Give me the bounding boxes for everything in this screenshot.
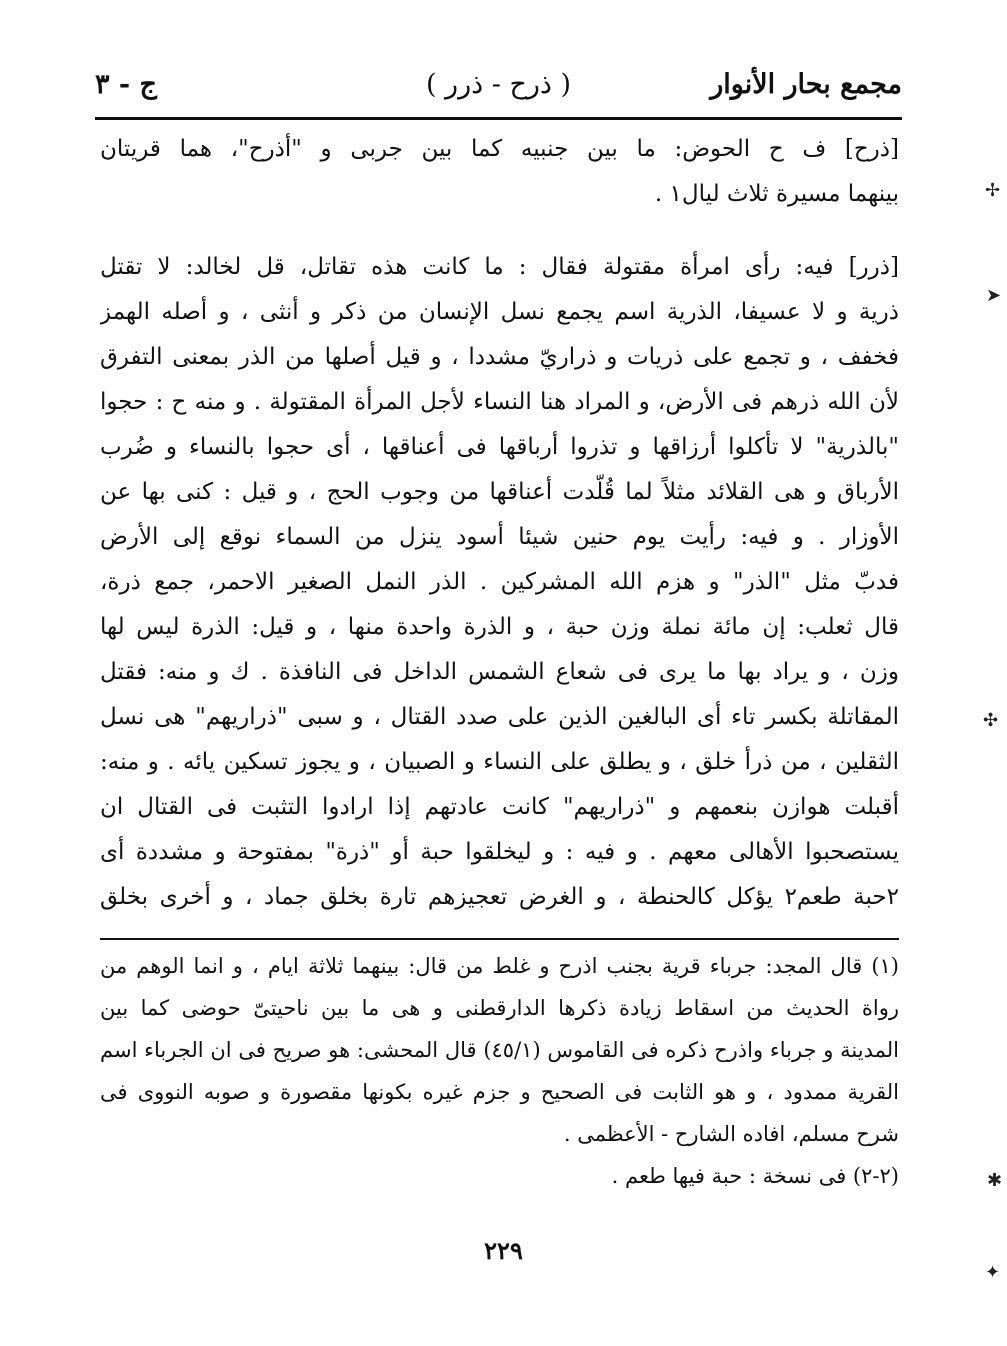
margin-mark-icon: ✦: [985, 1262, 1001, 1283]
footnote-line: القرية ممدود ، و هو الثابت فى الصحيح و جزم غيره بكونها مقصورة و صوبه النووى فى: [100, 1080, 899, 1104]
text-line: وزن ، و يراد بها ما يرى فى شعاع الشمس الداخل فى النافذة . ك و منه: فقتل: [100, 659, 899, 685]
footnote-line: رواة الحديث من اسقاط زيادة ذكرها الدارقطنى و هى ما بين ناحيتىّ حوضى كما بين: [100, 996, 899, 1020]
margin-mark-icon: ✣: [983, 710, 999, 731]
text-line: ٢حبة طعم٢ يؤكل كالحنطة ، و الغرض تعجيزهم تارة بخلق جماد ، و أخرى بخلق: [100, 884, 899, 910]
text-line: قال ثعلب: إن مائة نملة وزن حبة ، و الذرة واحدة منها ، و قيل: الذرة ليس لها: [100, 614, 899, 640]
text-line: فخفف ، و تجمع على ذريات و ذراريّ مشددا ، و قيل أصلها من الذر بمعنى التفرق: [100, 344, 899, 370]
footnote-line: (١) قال المجد: جرباء قرية بجنب اذرح و غلط من قال: بينهما ثلاثة ايام ، و انما الوهم من: [100, 954, 899, 978]
text-line: الأرباق و هى القلائد مثلاً لما قُلّدت أعناقها من وجوب الحج ، و قيل : كنى بها عن: [100, 479, 899, 505]
page-header: [95, 62, 902, 108]
section-title: ( ذرح - ذرر ): [425, 69, 572, 100]
main-text: [100, 127, 899, 920]
book-title: مجمع بحار الأنوار: [710, 69, 902, 100]
text-line: لأن الله ذرهم فى الأرض، و المراد هنا النساء لأجل المرأة المقتولة . و منه ح : حجوا: [100, 389, 899, 415]
footnote-separator: [100, 938, 899, 940]
margin-mark-icon: ✢: [985, 180, 1001, 201]
text-line: يستصحبوا الأهالى معهم . و فيه : و ليخلقوا حبة أو "ذرة" بمفتوحة و مشددة أى: [100, 839, 899, 865]
margin-mark-icon: ➤: [986, 285, 1002, 306]
footnote-line: (٢-٢) فى نسخة : حبة فيها طعم .: [611, 1164, 899, 1188]
page-number: ٢٢٩: [484, 1236, 523, 1265]
text-line: "بالذرية" لا تأكلوا أرزاقها و تذروا أرباقها فى أعناقها ، أى حجوا بالنساء و ضُرب: [100, 434, 899, 460]
text-line: أقبلت هوازن بنعمهم و "ذراريهم" كانت عادتهم إذا ارادوا التثبت فى القتال ان: [100, 794, 899, 820]
text-line: الأوزار . و فيه: رأيت يوم حنين شيئا أسود ينزل من السماء نوقع إلى الأرض: [100, 524, 899, 550]
footnote-line: المدينة و جرباء واذرح ذكره فى القاموس (٤٥/١) قال المحشى: هو صريح فى ان الجرباء اسم: [100, 1038, 899, 1062]
text-line: المقاتلة بكسر تاء أى البالغين الذين على صدد القتال ، و سبى "ذراريهم" هى نسل: [100, 704, 899, 730]
footnote-line: شرح مسلم، افاده الشارح - الأعظمى .: [563, 1122, 899, 1146]
text-line: الثقلين ، من ذرأ خلق ، و يطلق على النساء و الصبيان ، و يجوز تسكين يائه . و منه:: [100, 749, 899, 775]
text-line: فدبّ مثل "الذر" و هزم الله المشركين . الذر النمل الصغير الاحمر، جمع ذرة،: [100, 569, 899, 595]
header-rule: [95, 117, 902, 120]
margin-mark-icon: ✱: [987, 1170, 1003, 1191]
text-line: [ذرر] فيه: رأى امرأة مقتولة فقال : ما كانت هذه تقاتل، قل لخالد: لا تقتل: [100, 254, 899, 280]
text-line: ذرية و لا عسيفا، الذرية اسم يجمع نسل الإنسان من ذكر و أنثى ، و أصله الهمز: [100, 299, 899, 325]
footnotes: [100, 945, 899, 1197]
text-line: بينهما مسيرة ثلاث ليال١ .: [654, 181, 899, 207]
text-line: [ذرح] ف ح الحوض: ما بين جنبيه كما بين جربى و "أذرح"، هما قريتان: [100, 136, 899, 162]
volume-number: ج - ٣: [95, 69, 157, 100]
